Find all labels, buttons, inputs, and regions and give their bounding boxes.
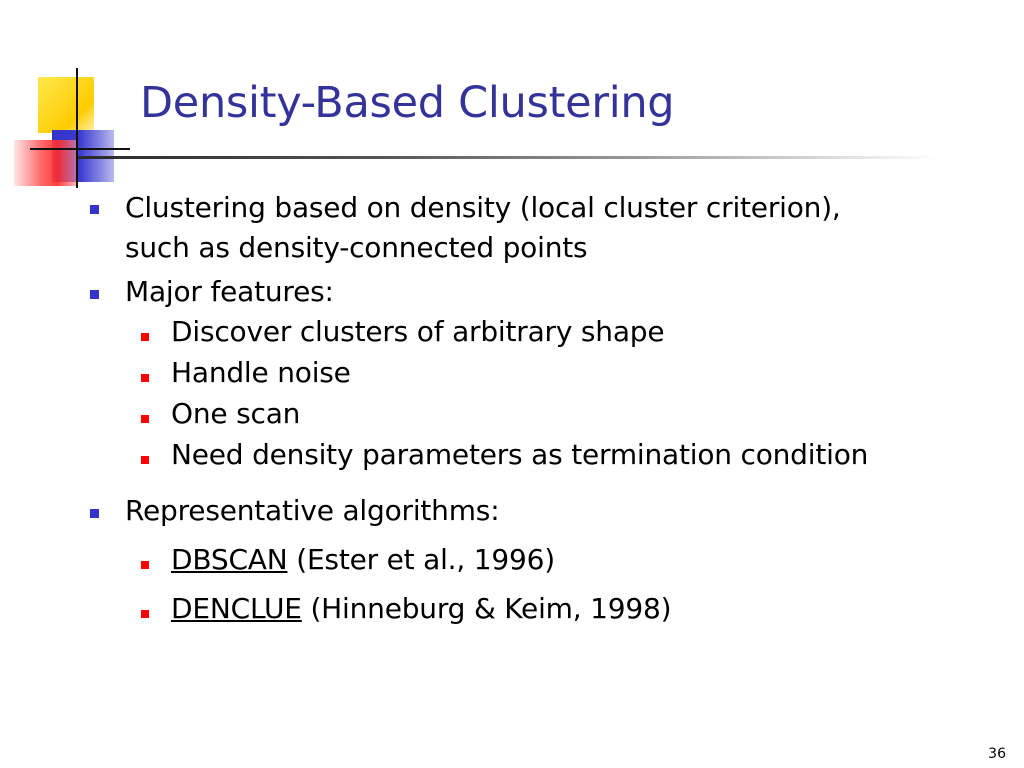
square-sub-bullet-icon — [141, 415, 149, 423]
square-sub-bullet-icon — [141, 456, 149, 464]
bullet-text-line: Major features: — [125, 275, 334, 308]
sub-bullet-text: Handle noise — [171, 356, 351, 389]
bullet-text-line: such as density-connected points — [125, 231, 588, 264]
dbscan-link[interactable]: DBSCAN — [171, 543, 288, 576]
sub-bullet-text-dbscan — [171, 540, 555, 580]
sub-bullet-text: Need density parameters as termination condition — [171, 438, 869, 471]
bullet-text-line: Representative algorithms: — [125, 494, 500, 527]
square-sub-bullet-icon — [141, 610, 149, 618]
square-bullet-icon — [90, 509, 99, 518]
sub-bullet-text-denclue — [171, 589, 671, 629]
page-number: 36 — [988, 746, 1006, 762]
square-sub-bullet-icon — [141, 374, 149, 382]
sub-bullet-text: One scan — [171, 397, 301, 430]
slide-title: Density-Based Clustering — [140, 78, 675, 128]
bullet-text-line: Clustering based on density (local cluster criterion), — [125, 191, 841, 224]
sub-bullet-text: Discover clusters of arbitrary shape — [171, 315, 665, 348]
square-bullet-icon — [90, 205, 99, 214]
square-sub-bullet-icon — [141, 561, 149, 569]
denclue-citation: (Hinneburg & Keim, 1998) — [301, 592, 672, 625]
denclue-link[interactable]: DENCLUE — [171, 592, 302, 625]
square-sub-bullet-icon — [141, 333, 149, 341]
dbscan-citation: (Ester et al., 1996) — [287, 543, 555, 576]
square-bullet-icon — [90, 290, 99, 299]
